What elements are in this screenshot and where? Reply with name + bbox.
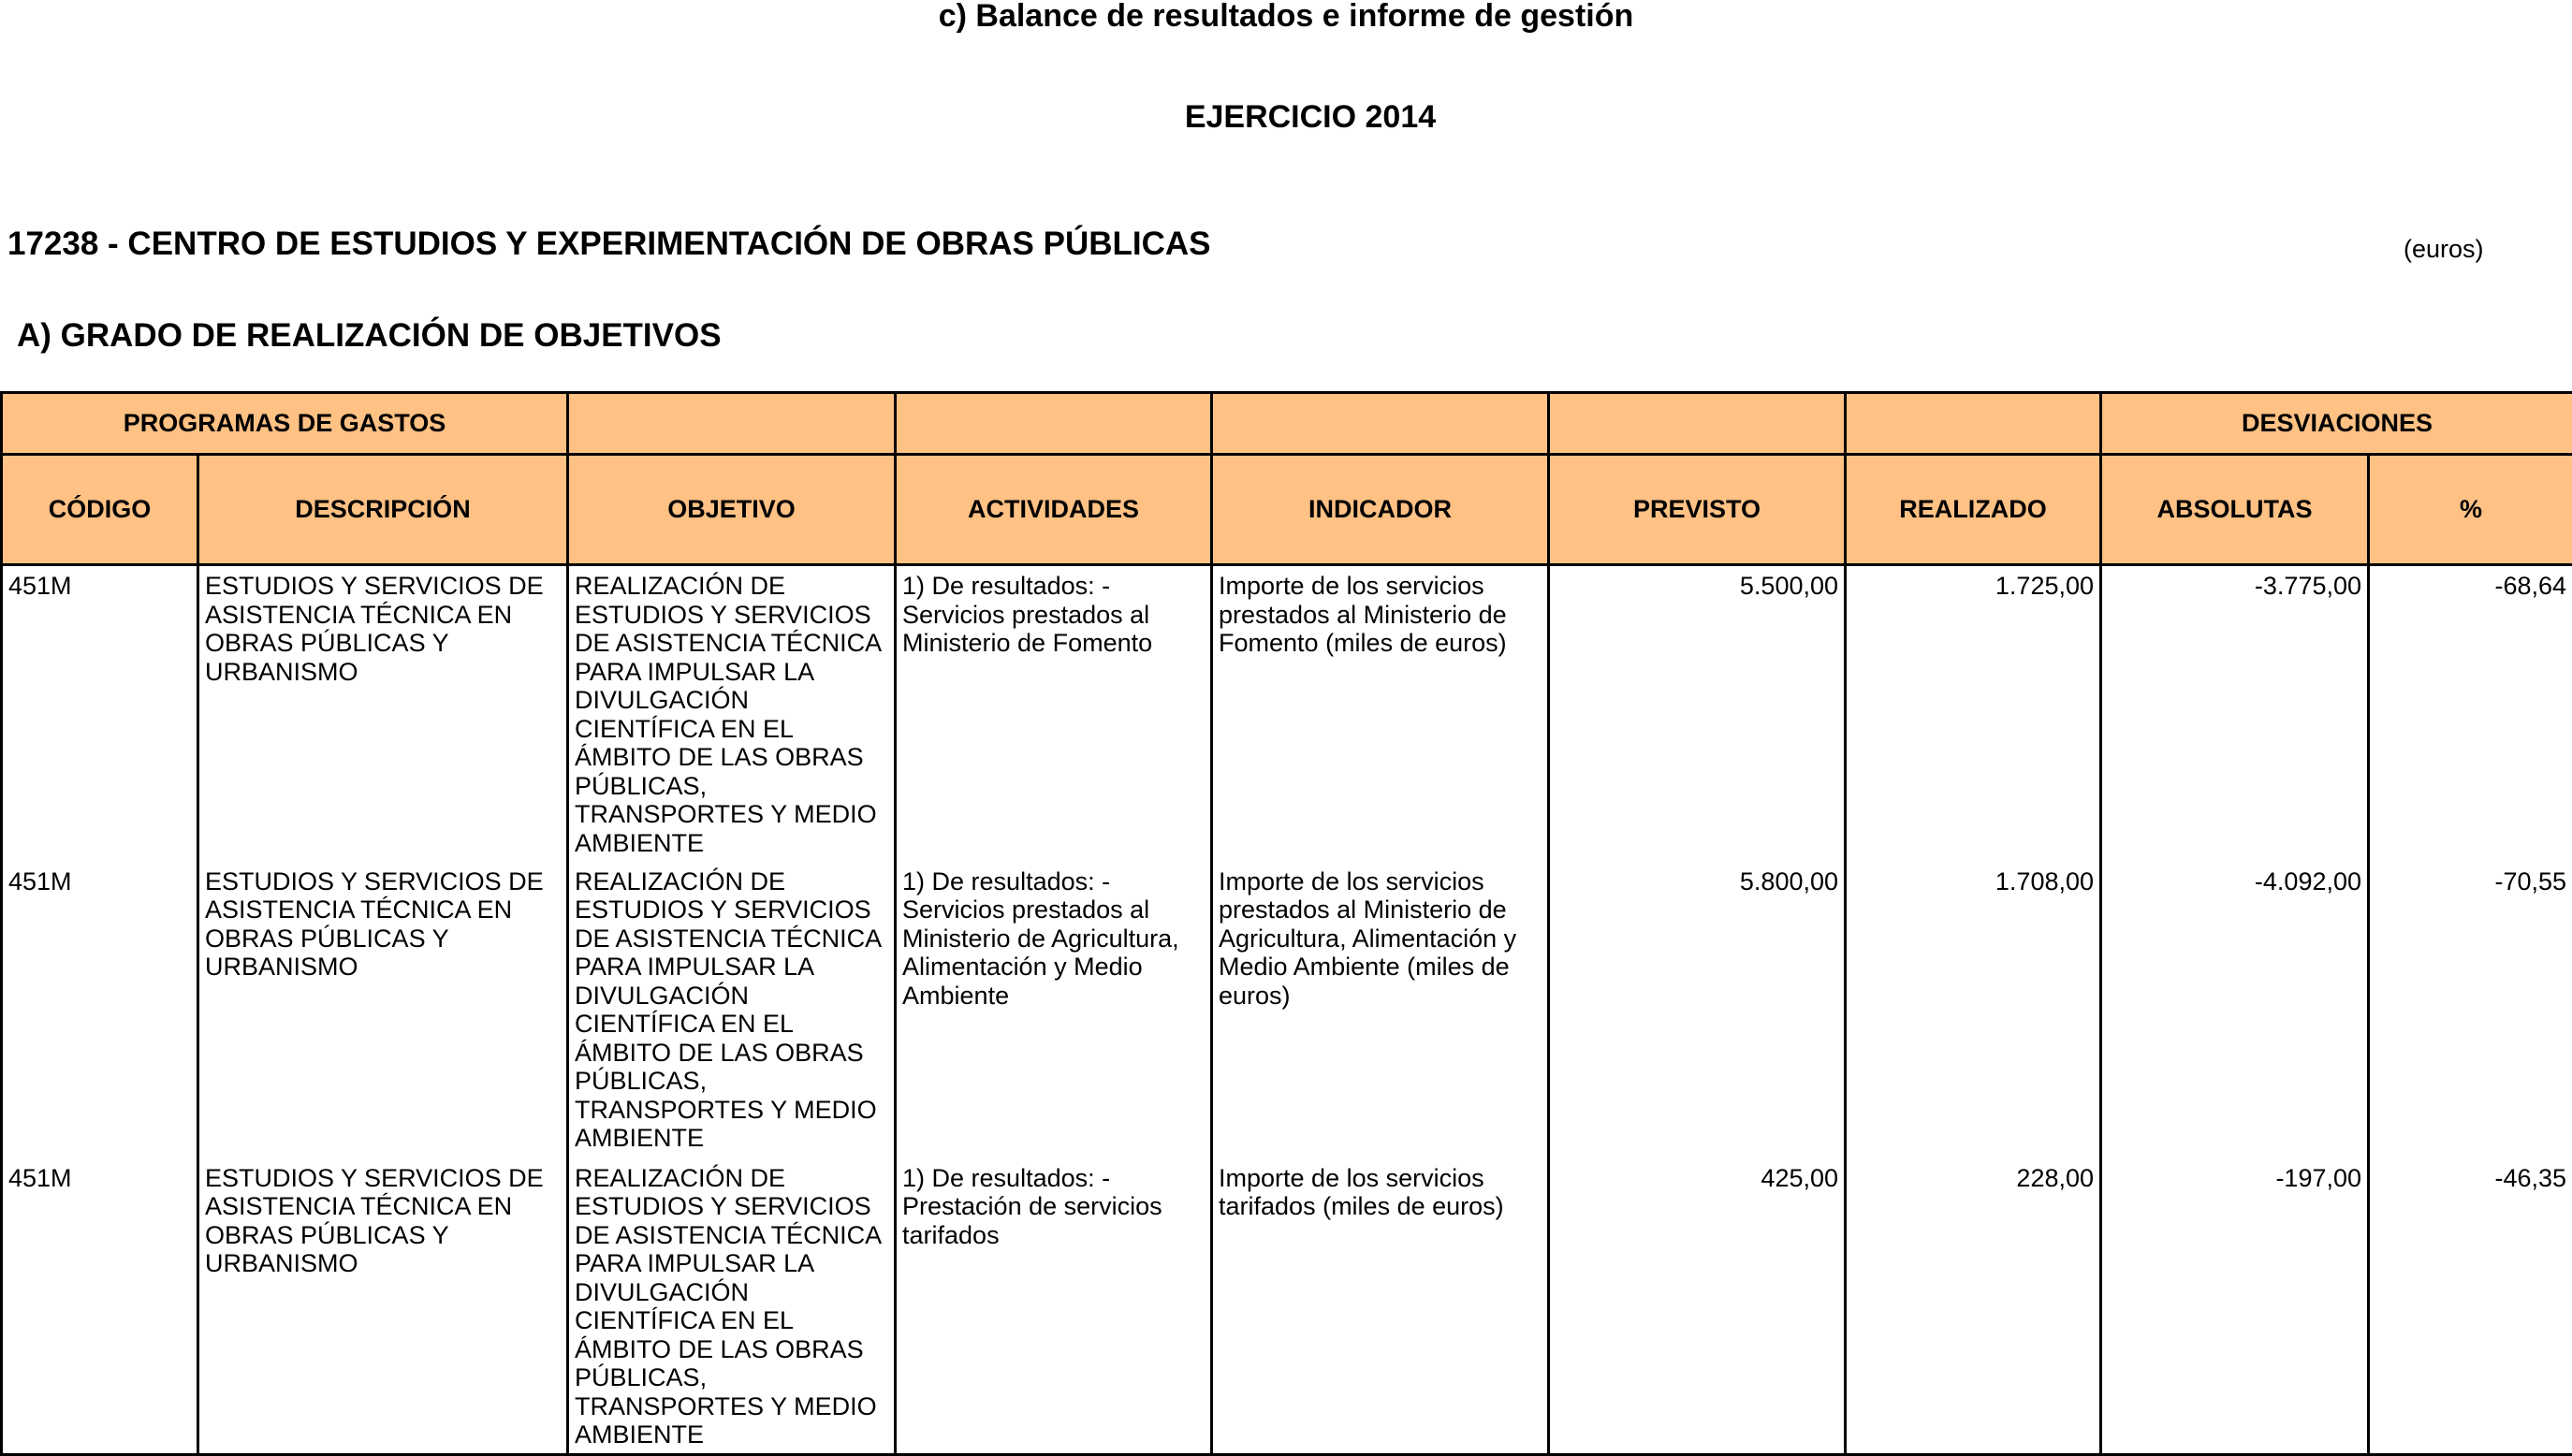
group-header-blank <box>1549 393 1846 455</box>
cell-indicador: Importe de los servicios tarifados (miles de euros) <box>1212 1158 1549 1455</box>
fiscal-year: EJERCICIO 2014 <box>0 101 2572 133</box>
cell-actividades: 1) De resultados: - Servicios prestados al Ministerio de Fomento <box>896 565 1212 862</box>
group-header-programas: PROGRAMAS DE GASTOS <box>2 393 568 455</box>
cell-absolutas: -197,00 <box>2101 1158 2369 1455</box>
group-header-blank <box>1212 393 1549 455</box>
cell-objetivo: REALIZACIÓN DE ESTUDIOS Y SERVICIOS DE ASISTENCIA TÉCNICA PARA IMPULSAR LA DIVULGACIÓN CIENTÍFICA EN EL ÁMBITO DE LAS OBRAS PÚBLICAS, TRANSPORTES Y MEDIO AMBIENTE <box>568 1158 896 1455</box>
group-header-desviaciones: DESVIACIONES <box>2101 393 2572 455</box>
cell-previsto: 5.800,00 <box>1549 862 1846 1158</box>
cell-descripcion: ESTUDIOS Y SERVICIOS DE ASISTENCIA TÉCNICA EN OBRAS PÚBLICAS Y URBANISMO <box>198 1158 568 1455</box>
cell-codigo: 451M <box>2 1158 198 1455</box>
cell-previsto: 5.500,00 <box>1549 565 1846 862</box>
cell-absolutas: -4.092,00 <box>2101 862 2369 1158</box>
cell-realizado: 228,00 <box>1846 1158 2101 1455</box>
cell-descripcion: ESTUDIOS Y SERVICIOS DE ASISTENCIA TÉCNICA EN OBRAS PÚBLICAS Y URBANISMO <box>198 862 568 1158</box>
group-header-blank <box>1846 393 2101 455</box>
column-header-realizado: REALIZADO <box>1846 455 2101 565</box>
cell-codigo: 451M <box>2 862 198 1158</box>
table-row <box>2 565 2572 862</box>
currency-unit: (euros) <box>2404 237 2484 262</box>
cell-objetivo: REALIZACIÓN DE ESTUDIOS Y SERVICIOS DE ASISTENCIA TÉCNICA PARA IMPULSAR LA DIVULGACIÓN CIENTÍFICA EN EL ÁMBITO DE LAS OBRAS PÚBLICAS, TRANSPORTES Y MEDIO AMBIENTE <box>568 862 896 1158</box>
column-header-objetivo: OBJETIVO <box>568 455 896 565</box>
column-header-previsto: PREVISTO <box>1549 455 1846 565</box>
section-heading: A) GRADO DE REALIZACIÓN DE OBJETIVOS <box>17 319 722 352</box>
column-header-actividades: ACTIVIDADES <box>896 455 1212 565</box>
cell-actividades: 1) De resultados: - Servicios prestados al Ministerio de Agricultura, Alimentación y Medio Ambiente <box>896 862 1212 1158</box>
group-header-blank <box>568 393 896 455</box>
document-title: c) Balance de resultados e informe de gestión <box>0 0 2572 32</box>
cell-realizado: 1.725,00 <box>1846 565 2101 862</box>
cell-porcentaje: -68,64 <box>2369 565 2572 862</box>
cell-descripcion: ESTUDIOS Y SERVICIOS DE ASISTENCIA TÉCNICA EN OBRAS PÚBLICAS Y URBANISMO <box>198 565 568 862</box>
table-row <box>2 862 2572 1158</box>
cell-actividades: 1) De resultados: - Prestación de servicios tarifados <box>896 1158 1212 1455</box>
group-header-row <box>2 393 2572 455</box>
cell-porcentaje: -70,55 <box>2369 862 2572 1158</box>
column-header-indicador: INDICADOR <box>1212 455 1549 565</box>
group-header-blank <box>896 393 1212 455</box>
cell-absolutas: -3.775,00 <box>2101 565 2369 862</box>
column-header-descripcion: DESCRIPCIÓN <box>198 455 568 565</box>
cell-porcentaje: -46,35 <box>2369 1158 2572 1455</box>
column-header-row <box>2 455 2572 565</box>
table-row <box>2 1158 2572 1455</box>
cell-realizado: 1.708,00 <box>1846 862 2101 1158</box>
column-header-porcentaje: % <box>2369 455 2572 565</box>
cell-indicador: Importe de los servicios prestados al Ministerio de Agricultura, Alimentación y Medio Ambiente (miles de euros) <box>1212 862 1549 1158</box>
entity-name: 17238 - CENTRO DE ESTUDIOS Y EXPERIMENTACIÓN DE OBRAS PÚBLICAS <box>7 227 1211 260</box>
objectives-table <box>0 391 2572 1456</box>
column-header-codigo: CÓDIGO <box>2 455 198 565</box>
cell-previsto: 425,00 <box>1549 1158 1846 1455</box>
cell-codigo: 451M <box>2 565 198 862</box>
column-header-absolutas: ABSOLUTAS <box>2101 455 2369 565</box>
cell-indicador: Importe de los servicios prestados al Ministerio de Fomento (miles de euros) <box>1212 565 1549 862</box>
cell-objetivo: REALIZACIÓN DE ESTUDIOS Y SERVICIOS DE ASISTENCIA TÉCNICA PARA IMPULSAR LA DIVULGACIÓN CIENTÍFICA EN EL ÁMBITO DE LAS OBRAS PÚBLICAS, TRANSPORTES Y MEDIO AMBIENTE <box>568 565 896 862</box>
